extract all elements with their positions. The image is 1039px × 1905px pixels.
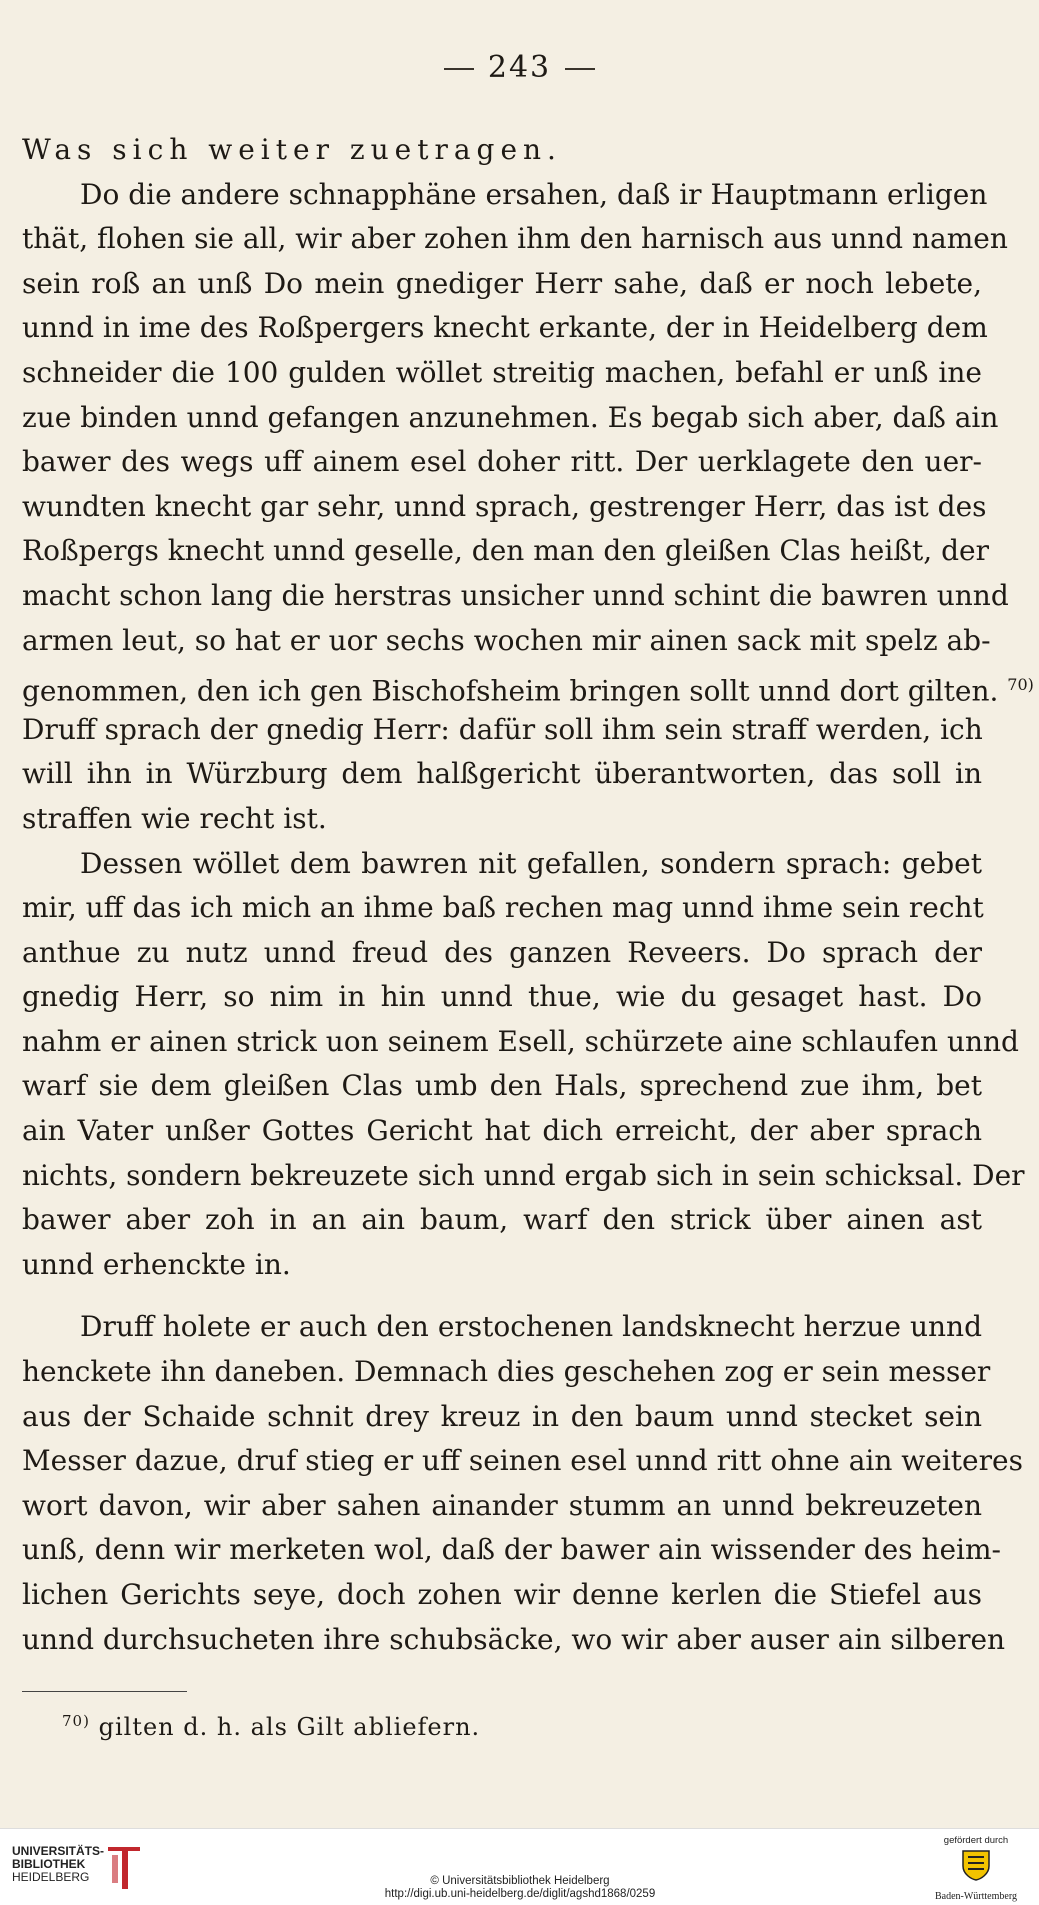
text-line: unnd erhenckte in. bbox=[22, 1247, 291, 1281]
text-line: will ihn in Würzburg dem halßgericht überantworten, das soll in bbox=[22, 757, 982, 791]
footnote-marker: 70) bbox=[62, 1712, 90, 1730]
text-line: unnd durchsucheten ihre schubsäcke, wo wir aber auser ain silberen bbox=[22, 1622, 1006, 1656]
header-dash-left bbox=[444, 68, 474, 70]
text-line: macht schon lang die herstras unsicher unnd schint die bawren unnd bbox=[22, 578, 1009, 612]
copyright-text: © Universitätsbibliothek Heidelberg bbox=[430, 1875, 610, 1887]
footer-credits bbox=[300, 1875, 740, 1901]
text-line: schneider die 100 gulden wöllet streitig machen, befahl er unß ine bbox=[22, 355, 982, 389]
page-number: 243 bbox=[487, 50, 552, 85]
library-name-line2: BIBLIOTHEK bbox=[12, 1857, 86, 1871]
text-line: aus der Schaide schnit drey kreuz in den baum unnd stecket sein bbox=[22, 1399, 982, 1433]
text-line: gnedig Herr, so nim in hin unnd thue, wie du gesaget hast. Do bbox=[22, 980, 982, 1014]
library-name-line1: UNIVERSITÄTS- bbox=[12, 1844, 105, 1858]
permalink[interactable]: http://digi.ub.uni-heidelberg.de/diglit/agshd1868/0259 bbox=[384, 1888, 656, 1900]
text-line: Dessen wöllet dem bawren nit gefallen, sondern sprach: gebet bbox=[80, 846, 982, 880]
text-line: anthue zu nutz unnd freud des ganzen Reveers. Do sprach der bbox=[22, 935, 982, 969]
text-line: bawer des wegs uff ainem esel doher ritt. Der uerklagete den uer- bbox=[22, 445, 982, 479]
library-name-line3: HEIDELBERG bbox=[12, 1870, 90, 1884]
section-heading: Was sich weiter zuetragen. bbox=[22, 133, 562, 166]
text-line: mir, uff das ich mich an ihme baß rechen mag unnd ihme sein recht bbox=[22, 891, 984, 925]
text-line: wundten knecht gar sehr, unnd sprach, gestrenger Herr, das ist des bbox=[22, 489, 987, 523]
text-line: lichen Gerichts seye, doch zohen wir denne kerlen die Stiefel aus bbox=[22, 1578, 982, 1611]
text-segment: genommen, den ich gen Bischofsheim bringen sollt unnd dort gilten. bbox=[22, 674, 999, 708]
page-header bbox=[0, 50, 1039, 85]
library-logo-text bbox=[12, 1845, 104, 1884]
text-line-with-note bbox=[22, 663, 1034, 708]
text-line: Messer dazue, druf stieg er uff seinen esel unnd ritt ohne ain weiteres bbox=[22, 1444, 1023, 1478]
library-logo-icon bbox=[104, 1843, 144, 1893]
text-line: Do die andere schnapphäne ersahen, daß ir Hauptmann erligen bbox=[80, 177, 988, 211]
header-dash-right bbox=[565, 68, 595, 70]
footnote bbox=[62, 1712, 480, 1741]
text-line: thät, flohen sie all, wir aber zohen ihm den harnisch aus unnd namen bbox=[22, 222, 1008, 256]
text-line: nichts, sondern bekreuzete sich unnd ergab sich in sein schicksal. Der bbox=[22, 1158, 1025, 1192]
text-line: Roßpergs knecht unnd geselle, den man den gleißen Clas heißt, der bbox=[22, 534, 989, 568]
text-line: unnd in ime des Roßpergers knecht erkante, der in Heidelberg dem bbox=[22, 311, 988, 345]
text-line: zue binden unnd gefangen anzunehmen. Es begab sich aber, daß ain bbox=[22, 400, 999, 434]
text-line: bawer aber zoh in an ain baum, warf den strick über ainen ast bbox=[22, 1203, 982, 1237]
paragraph-gap bbox=[22, 1287, 982, 1305]
text-line: unß, denn wir merketen wol, daß der bawer ain wissender des heim- bbox=[22, 1533, 1002, 1567]
sponsor-name: Baden-Württemberg bbox=[934, 1891, 1017, 1902]
sponsor-block bbox=[920, 1835, 1032, 1902]
footer-bar bbox=[0, 1828, 1039, 1905]
text-line: straffen wie recht ist. bbox=[22, 801, 327, 835]
sponsor-label: gefördert durch bbox=[943, 1835, 1009, 1846]
text-line: wort davon, wir aber sahen ainander stumm an unnd bekreuzeten bbox=[22, 1488, 982, 1522]
body-text bbox=[22, 128, 1034, 1662]
text-line: Druff holete er auch den erstochenen landsknecht herzue unnd bbox=[80, 1310, 982, 1344]
text-line: sein roß an unß Do mein gnediger Herr sahe, daß er noch lebete, bbox=[22, 266, 982, 300]
text-line: ain Vater unßer Gottes Gericht hat dich erreicht, der aber sprach bbox=[22, 1114, 982, 1148]
text-line: Druff sprach der gnedig Herr: dafür soll ihm sein straff werden, ich bbox=[22, 712, 983, 746]
footnote-reference: 70) bbox=[1007, 675, 1034, 695]
text-line: nahm er ainen strick uon seinem Esell, schürzete aine schlaufen unnd bbox=[22, 1024, 1019, 1058]
footnote-text: gilten d. h. als Gilt abliefern. bbox=[98, 1713, 481, 1741]
text-line: henckete ihn daneben. Demnach dies geschehen zog er sein messer bbox=[22, 1355, 991, 1389]
footnote-rule bbox=[22, 1691, 187, 1692]
text-line: armen leut, so hat er uor sechs wochen mir ainen sack mit spelz ab- bbox=[22, 623, 991, 657]
state-crest-icon bbox=[959, 1848, 993, 1882]
text-line: warf sie dem gleißen Clas umb den Hals, sprechend zue ihm, bet bbox=[22, 1069, 982, 1103]
